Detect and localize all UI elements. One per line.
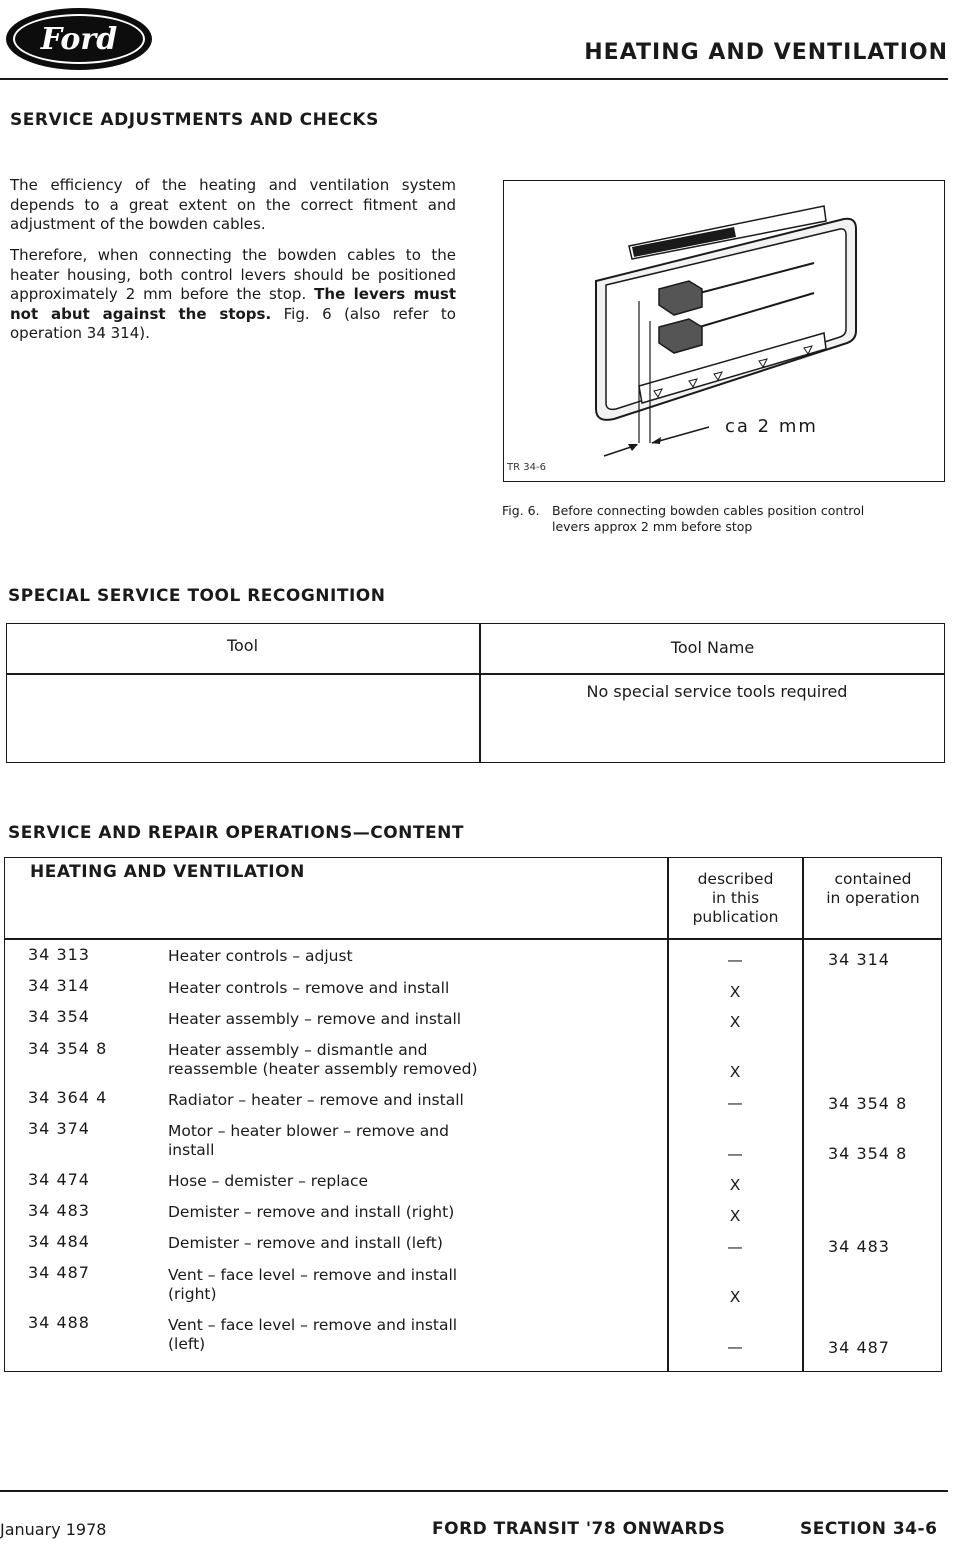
contained-header-line-1: contained: [834, 870, 912, 888]
tool-name-column-header: Tool Name: [670, 638, 755, 657]
op-described-mark: X: [729, 1288, 741, 1306]
figure-caption-text: Before connecting bowden cables position control: [552, 503, 865, 518]
op-description: Heater controls – remove and install: [168, 979, 450, 997]
op-description-line: reassemble (heater assembly removed): [168, 1059, 478, 1078]
contained-header-line-2: in operation: [826, 889, 920, 907]
op-contained-ref: 34 354 8: [828, 1144, 908, 1163]
figure-number: Fig. 6.: [502, 503, 540, 518]
op-description-line: (left): [168, 1334, 206, 1353]
figure-caption-text-2: levers approx 2 mm before stop: [552, 519, 753, 534]
operations-header-rule: [4, 938, 942, 940]
op-code: 34 483: [28, 1201, 90, 1220]
op-description: Heater controls – adjust: [168, 947, 353, 965]
op-described-mark: X: [729, 983, 741, 1001]
tool-column-header: Tool: [226, 636, 259, 655]
footer-title: FORD TRANSIT '78 ONWARDS: [432, 1519, 726, 1539]
figure-caption: [502, 503, 922, 535]
op-code: 34 354: [28, 1007, 90, 1026]
op-described-mark: —: [727, 1145, 743, 1163]
figure-6: [503, 180, 945, 482]
op-code: 34 354 8: [28, 1039, 108, 1058]
op-description-line: (right): [168, 1284, 217, 1303]
ford-logo-text: Ford: [40, 21, 118, 57]
op-code: 34 484: [28, 1232, 90, 1251]
op-description-line: Heater assembly – dismantle and: [168, 1041, 428, 1059]
tool-recognition-heading: SPECIAL SERVICE TOOL RECOGNITION: [8, 586, 386, 606]
op-description-line: install: [168, 1140, 215, 1159]
op-code: 34 314: [28, 976, 90, 995]
intro-paragraph-2: [10, 246, 456, 344]
intro-paragraph-2-text: Therefore, when connecting the bowden cables to the heater housing, both control levers should be positioned approximately 2 mm before the stop.: [10, 246, 456, 303]
operations-heading: SERVICE AND REPAIR OPERATIONS—CONTENT: [8, 823, 464, 843]
op-described-mark: X: [729, 1013, 741, 1031]
op-description-line: Vent – face level – remove and install: [168, 1266, 458, 1284]
op-description: [168, 1316, 658, 1353]
op-description: [168, 1266, 658, 1303]
described-header-line-2: in this: [711, 889, 760, 907]
op-described-mark: X: [729, 1207, 741, 1225]
op-described-mark: —: [727, 1338, 743, 1356]
figure-ref-code: TR 34-6: [507, 462, 546, 473]
footer-rule: [0, 1490, 948, 1492]
described-column-header: [669, 870, 802, 927]
described-header-line-1: described: [697, 870, 774, 888]
op-code: 34 487: [28, 1263, 90, 1282]
op-description: [168, 1041, 658, 1078]
intro-paragraph-1: The efficiency of the heating and ventilation system depends to a great extent on the correct fitment and adjustment of the bowden cables.: [10, 176, 456, 233]
op-contained-ref: 34 483: [828, 1237, 890, 1256]
heater-control-illustration: [504, 181, 943, 480]
op-description-line: Motor – heater blower – remove and: [168, 1122, 449, 1140]
op-code: 34 313: [28, 945, 90, 964]
footer-section: SECTION 34-6: [800, 1519, 938, 1539]
ford-logo: [6, 8, 152, 70]
op-code: 34 488: [28, 1313, 90, 1332]
op-described-mark: X: [729, 1176, 741, 1194]
operations-divider-2: [802, 857, 804, 1372]
intro-fig-reference: Fig. 6 (also refer to operation 34 314).: [10, 304, 456, 342]
op-description-line: Vent – face level – remove and install: [168, 1316, 458, 1334]
op-code: 34 474: [28, 1170, 90, 1189]
op-described-mark: —: [727, 951, 743, 969]
op-described-mark: —: [727, 1094, 743, 1112]
op-contained-ref: 34 314: [828, 950, 890, 969]
intro-warning: The levers must not abut against the stops.: [10, 285, 457, 323]
op-description: Radiator – heater – remove and install: [168, 1091, 464, 1109]
op-description: Heater assembly – remove and install: [168, 1010, 462, 1028]
page-title: HEATING AND VENTILATION: [584, 40, 948, 65]
op-description: [168, 1122, 658, 1159]
op-description: Demister – remove and install (right): [168, 1203, 455, 1221]
op-contained-ref: 34 487: [828, 1338, 890, 1357]
op-code: 34 374: [28, 1119, 90, 1138]
ford-logo-oval: [13, 14, 145, 64]
tool-row-text: No special service tools required: [586, 682, 848, 701]
op-described-mark: X: [729, 1063, 741, 1081]
op-description: Hose – demister – replace: [168, 1172, 369, 1190]
op-described-mark: —: [727, 1238, 743, 1256]
operations-table-title: HEATING AND VENTILATION: [30, 862, 305, 882]
op-contained-ref: 34 354 8: [828, 1094, 908, 1113]
described-header-line-3: publication: [692, 908, 779, 926]
op-code: 34 364 4: [28, 1088, 108, 1107]
header-rule: [0, 78, 948, 80]
operations-divider-1: [667, 857, 669, 1372]
footer-date: January 1978: [0, 1520, 107, 1539]
tool-table-header-rule: [6, 673, 945, 675]
dimension-label: ca 2 mm: [725, 416, 818, 437]
service-adjustments-heading: SERVICE ADJUSTMENTS AND CHECKS: [10, 110, 379, 130]
op-description: Demister – remove and install (left): [168, 1234, 443, 1252]
contained-column-header: [804, 870, 942, 908]
